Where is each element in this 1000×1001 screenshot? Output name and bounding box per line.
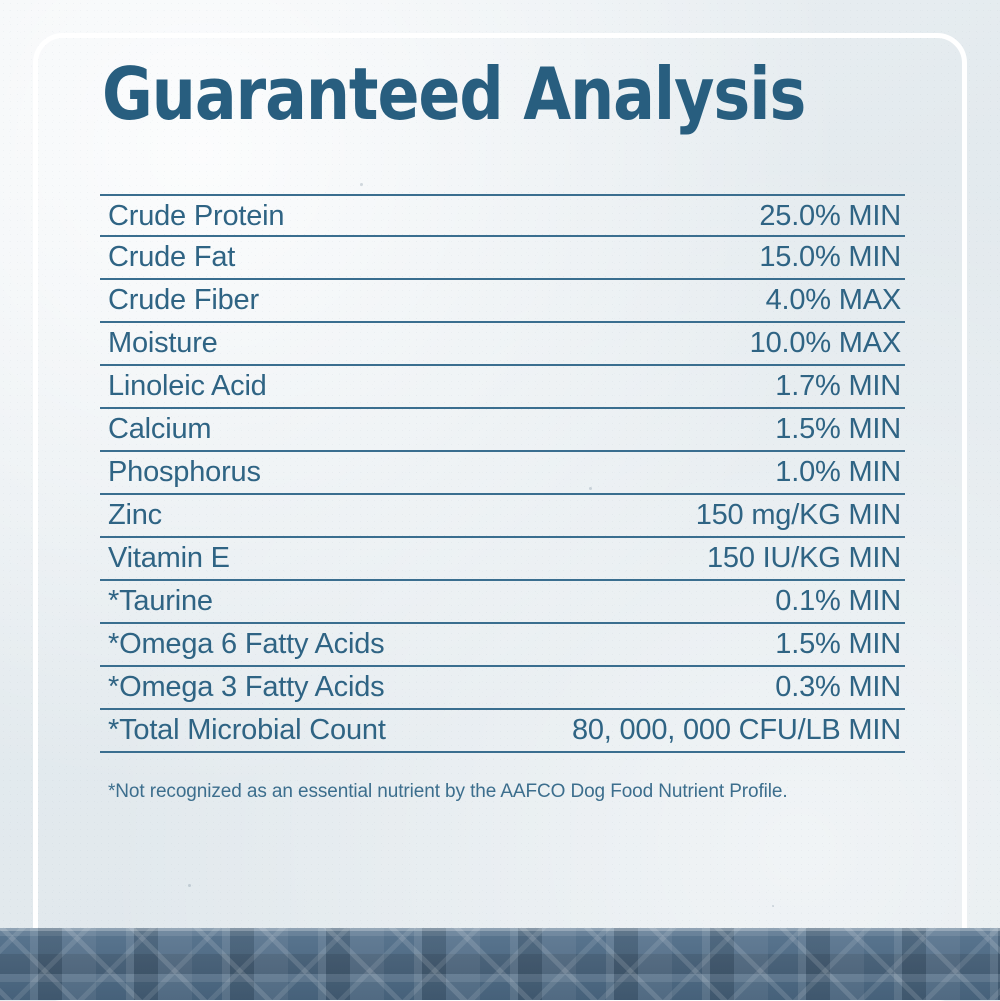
nutrient-amount: 25.0% MIN xyxy=(759,200,901,232)
nutrient-amount: 10.0% MAX xyxy=(749,327,901,359)
nutrient-name: *Omega 6 Fatty Acids xyxy=(108,628,385,660)
nutrient-amount: 1.7% MIN xyxy=(775,370,901,402)
nutrient-amount: 1.5% MIN xyxy=(775,413,901,445)
table-row xyxy=(100,237,905,280)
nutrient-amount: 150 mg/KG MIN xyxy=(695,499,901,531)
table-row xyxy=(100,452,905,495)
table-row xyxy=(100,495,905,538)
nutrient-table xyxy=(100,194,905,753)
table-row xyxy=(100,280,905,323)
table-row xyxy=(100,667,905,710)
table-row xyxy=(100,366,905,409)
plaid-diagonal-pattern xyxy=(0,928,1000,1000)
nutrient-name: Vitamin E xyxy=(108,542,230,574)
table-row xyxy=(100,538,905,581)
table-row xyxy=(100,710,905,753)
nutrient-name: Crude Protein xyxy=(108,200,285,232)
table-row xyxy=(100,194,905,237)
nutrient-amount: 1.5% MIN xyxy=(775,628,901,660)
table-row xyxy=(100,323,905,366)
nutrient-name: Phosphorus xyxy=(108,456,261,488)
paper-speck xyxy=(188,884,191,887)
nutrient-name: *Taurine xyxy=(108,585,213,617)
nutrient-name: *Total Microbial Count xyxy=(108,714,386,746)
nutrient-name: Linoleic Acid xyxy=(108,370,267,402)
content-column xyxy=(100,52,905,803)
nutrient-name: Zinc xyxy=(108,499,162,531)
nutrient-amount: 4.0% MAX xyxy=(765,284,901,316)
nutrient-name: Calcium xyxy=(108,413,212,445)
nutrient-name: Moisture xyxy=(108,327,218,359)
nutrient-amount: 0.1% MIN xyxy=(775,585,901,617)
footnote: *Not recognized as an essential nutrient by the AAFCO Dog Food Nutrient Profile. xyxy=(108,781,788,802)
table-row xyxy=(100,624,905,667)
nutrient-name: *Omega 3 Fatty Acids xyxy=(108,671,385,703)
plaid-footer-band xyxy=(0,928,1000,1000)
nutrient-amount: 80, 000, 000 CFU/LB MIN xyxy=(571,714,901,746)
nutrient-amount: 1.0% MIN xyxy=(775,456,901,488)
page-title: Guaranteed Analysis xyxy=(102,52,806,136)
table-row xyxy=(100,409,905,452)
paper-speck xyxy=(772,905,774,907)
nutrient-amount: 150 IU/KG MIN xyxy=(706,542,901,574)
plaid-top-edge xyxy=(0,928,1000,931)
nutrient-amount: 15.0% MIN xyxy=(759,241,901,273)
table-row xyxy=(100,581,905,624)
nutrient-name: Crude Fiber xyxy=(108,284,259,316)
nutrient-name: Crude Fat xyxy=(108,241,236,273)
nutrient-amount: 0.3% MIN xyxy=(775,671,901,703)
